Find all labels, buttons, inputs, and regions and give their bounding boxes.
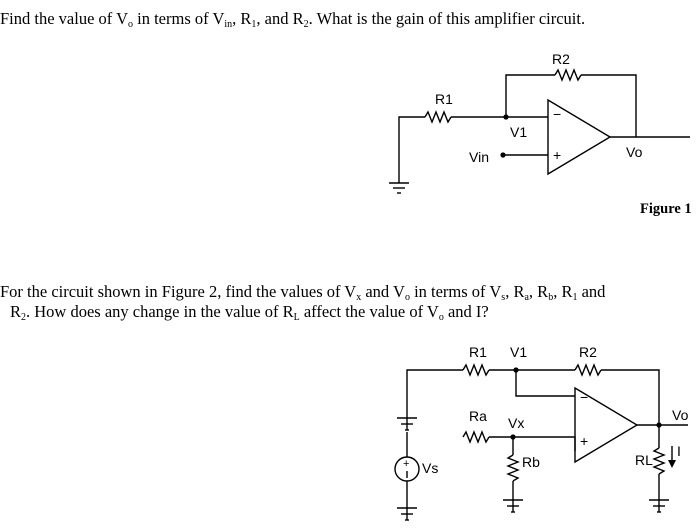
fig1-feedback-right-wire bbox=[581, 75, 636, 137]
fig1-minus-sign: − bbox=[553, 106, 562, 122]
fig1-r2-label: R2 bbox=[552, 51, 570, 67]
figure-1-caption: Figure 1 bbox=[640, 201, 692, 217]
fig1-ground-wire bbox=[399, 117, 425, 183]
fig2-ra-resistor bbox=[463, 432, 489, 442]
question-1-text: Find the value of $V_o$ in terms of $V_{in}$, $R_1$, and $R_2$. What is the gain of this amplifier circuit. bbox=[0, 9, 586, 30]
fig2-v1-label: V1 bbox=[510, 344, 528, 360]
fig2-vx-label: Vx bbox=[508, 415, 525, 431]
fig1-r1-label: R1 bbox=[435, 91, 453, 107]
fig1-ground-icon bbox=[389, 183, 409, 193]
fig2-vo-label: Vo bbox=[672, 407, 689, 423]
fig2-rl-resistor bbox=[654, 448, 664, 474]
fig1-plus-sign: + bbox=[553, 147, 562, 163]
fig1-r2-resistor bbox=[555, 70, 581, 80]
fig2-vs-label: Vs bbox=[422, 460, 439, 476]
fig2-current-arrow-icon bbox=[668, 446, 676, 468]
fig2-rl-label: RL bbox=[635, 452, 653, 468]
figure-2-circuit bbox=[395, 344, 689, 520]
fig2-current-label: I bbox=[677, 443, 681, 459]
question-2-text-line-2: $R_2$. How does any change in the value of $R_L$ affect the value of $V_o$ and I? bbox=[10, 302, 489, 323]
fig1-v1-label: V1 bbox=[510, 124, 528, 140]
fig2-plus-wire bbox=[513, 437, 575, 451]
fig2-r1-label: R1 bbox=[469, 344, 487, 360]
fig2-minus-wire bbox=[516, 370, 575, 396]
fig1-vin-label: Vin bbox=[469, 149, 489, 165]
fig2-r1-resistor bbox=[463, 365, 489, 375]
fig2-rb-label: Rb bbox=[522, 454, 540, 470]
fig2-minus-sign: − bbox=[580, 389, 589, 405]
fig2-r2-label: R2 bbox=[579, 344, 597, 360]
figure-1-circuit bbox=[389, 51, 690, 193]
fig2-rb-resistor bbox=[508, 455, 518, 481]
fig1-vo-label: Vo bbox=[626, 144, 643, 160]
question-2-text-line-1: For the circuit shown in Figure 2, find the values of $V_x$ and $V_o$ in terms of $V_s$, $R_a$, $R_b$, $R_1$ and bbox=[0, 282, 606, 303]
fig1-r1-resistor bbox=[425, 112, 451, 122]
fig2-r2-resistor bbox=[575, 365, 601, 375]
fig2-vs-plus-sign: + bbox=[403, 458, 410, 470]
fig2-r1-ground-wire bbox=[407, 370, 463, 430]
fig2-r2-to-output-wire bbox=[601, 370, 659, 425]
fig2-plus-sign: + bbox=[580, 433, 589, 449]
fig2-ra-label: Ra bbox=[469, 408, 487, 424]
